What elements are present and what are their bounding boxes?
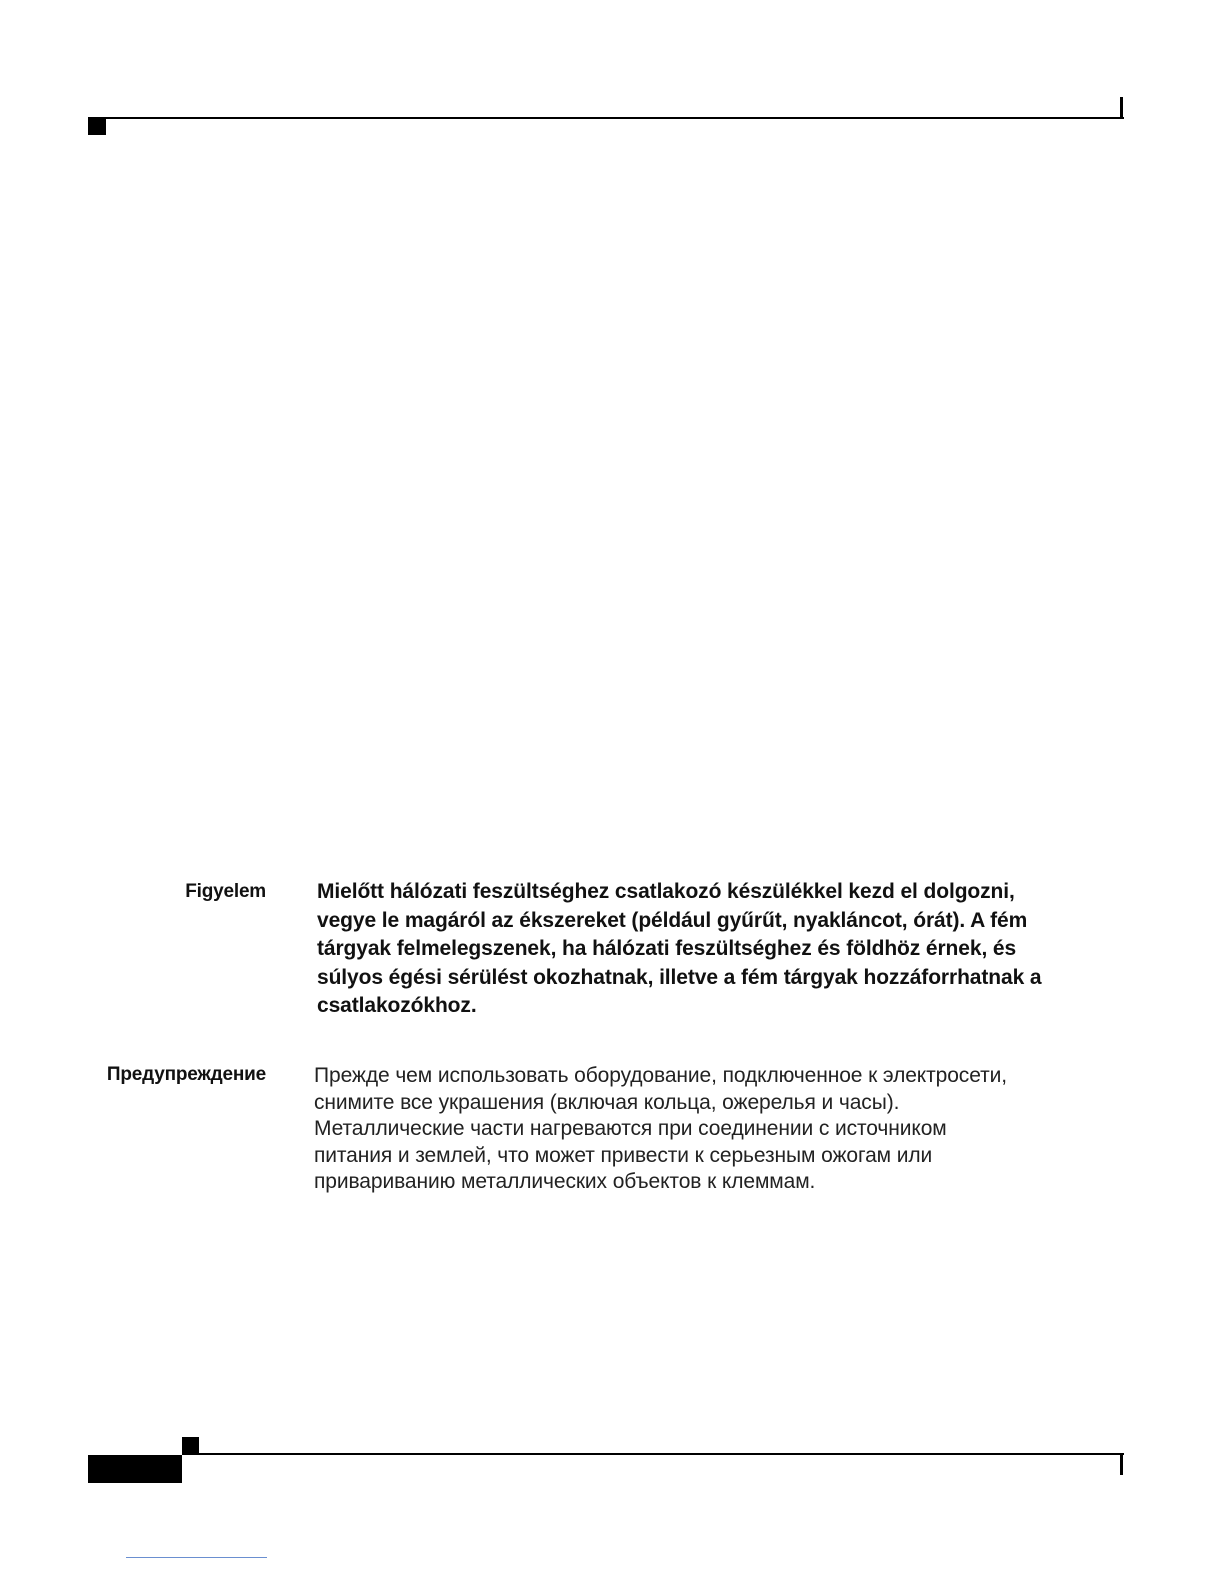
- warning-line: Металлические части нагреваются при соединении с источником: [314, 1117, 947, 1140]
- warning-line: привариванию металлических объектов к клеммам.: [314, 1170, 816, 1193]
- header-rule: [88, 117, 1124, 119]
- header-square-marker: [88, 118, 106, 135]
- warning-line: Прежде чем использовать оборудование, подключенное к электросети,: [314, 1064, 1007, 1087]
- footer-rule: [182, 1453, 1124, 1455]
- link-underline: [126, 1557, 267, 1558]
- warning-line: питания и землей, что может привести к серьезным ожогам или: [314, 1143, 933, 1167]
- header-tick-mark: [1120, 97, 1123, 119]
- warning-text-russian: [314, 1063, 1114, 1196]
- footer-tick-mark: [1120, 1455, 1123, 1475]
- warning-line: vegye le magáról az ékszereket (például gyűrűt, nyakláncot, órát). A fém: [317, 908, 1028, 932]
- warning-text-hungarian: [317, 878, 1117, 1021]
- warning-line: Mielőtt hálózati feszültséghez csatlakozó készülékkel kezd el dolgozni,: [317, 880, 1015, 903]
- warning-line: tárgyak felmelegszenek, ha hálózati feszültséghez és földhöz érnek, és: [317, 937, 1017, 960]
- footer-page-block: [88, 1455, 182, 1483]
- warning-label-russian: Предупреждение: [106, 1064, 266, 1085]
- footer-square-marker: [182, 1437, 199, 1454]
- warning-line: снимите все украшения (включая кольца, ожерелья и часы).: [314, 1090, 900, 1114]
- warning-label-hungarian: Figyelem: [185, 881, 266, 902]
- warning-line: súlyos égési sérülést okozhatnak, illetve a fém tárgyak hozzáforrhatnak a: [317, 965, 1042, 989]
- warning-line: csatlakozókhoz.: [317, 994, 477, 1017]
